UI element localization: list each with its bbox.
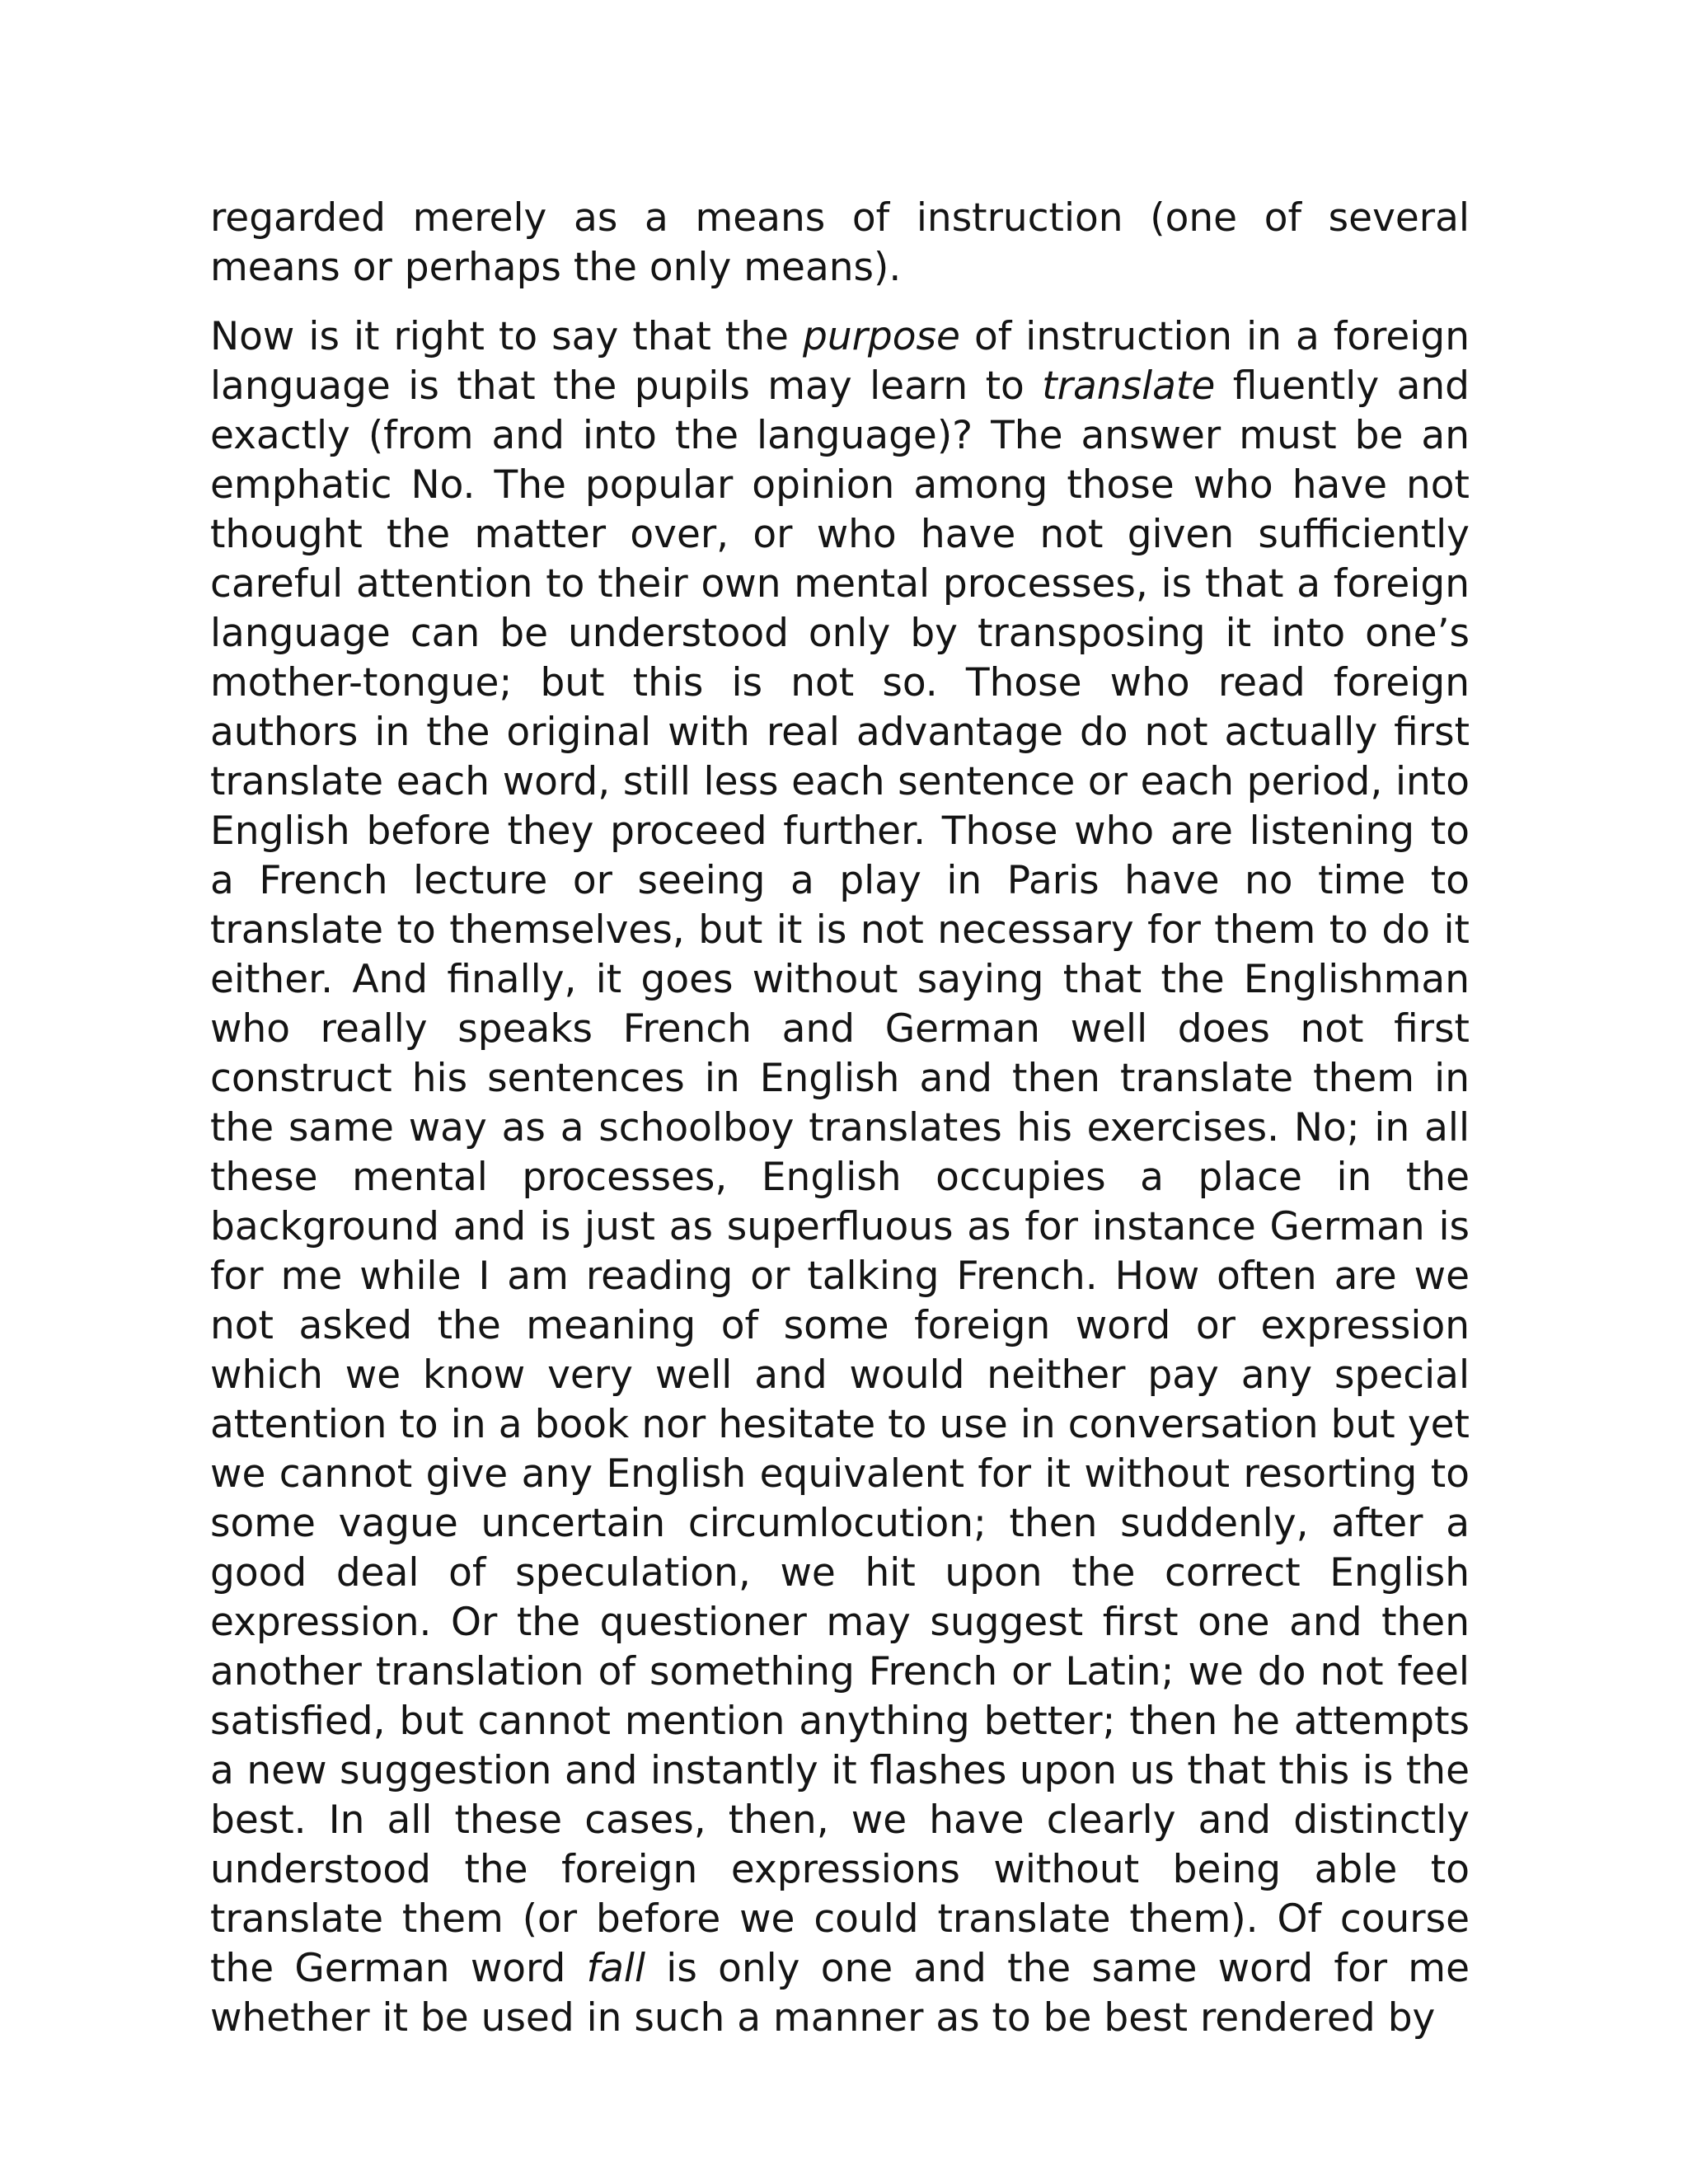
italic-text-translate: translate <box>1042 363 1216 409</box>
paragraph-2 <box>210 312 1470 2043</box>
text-fragment: fluently and exactly (from and into the language)? The answer must be an emphatic No. The popular opinion among those who have not thought the matter over, or who have not given sufficiently careful attention to their own mental processes, is that a foreign language can be understood only by transposing it into one’s mother-tongue; but this is not so. Those who read foreign authors in the original with real advantage do not actually first translate each word, still less each sentence or each period, into English before they proceed further. Those who are listening to a French lecture or seeing a play in Paris have no time to translate to themselves, but it is not necessary for them to do it either. And finally, it goes without saying that the Englishman who really speaks French and German well does not first construct his sentences in English and then translate them in the same way as a schoolboy translates his exercises. No; in all these mental processes, English occupies a place in the background and is just as superfluous as for instance German is for me while I am reading or talking French. How often are we not asked the meaning of some foreign word or expression which we know very well and would neither pay any special attention to in a book nor hesitate to use in conversation but yet we cannot give any English equivalent for it without resorting to some vague uncertain circumlocution; then suddenly, after a good deal of speculation, we hit upon the correct English expression. Or the questioner may suggest first one and then another translation of something French or Latin; we do not feel satisfied, but cannot mention anything better; then he attempts a new suggestion and instantly it flashes upon us that this is the best. In all these cases, then, we have clearly and distinctly understood the foreign expressions without being able to translate them (or before we could translate them). Of course the German word <box>210 363 1470 1991</box>
text-fragment: of instruction in a foreign language is that the pupils may learn to <box>210 314 1470 409</box>
document-page <box>210 194 1470 2043</box>
italic-text-purpose: purpose <box>802 314 960 359</box>
text-fragment: is only one and the same word for me whether it be used in such a manner as to be best rendered by <box>210 1946 1470 2041</box>
text-fragment: regarded merely as a means of instruction (one of several means or perhaps the only means). <box>210 195 1470 290</box>
italic-text-fall: fall <box>586 1946 646 1991</box>
paragraph-1 <box>210 194 1470 293</box>
text-fragment: Now is it right to say that the <box>210 314 803 359</box>
